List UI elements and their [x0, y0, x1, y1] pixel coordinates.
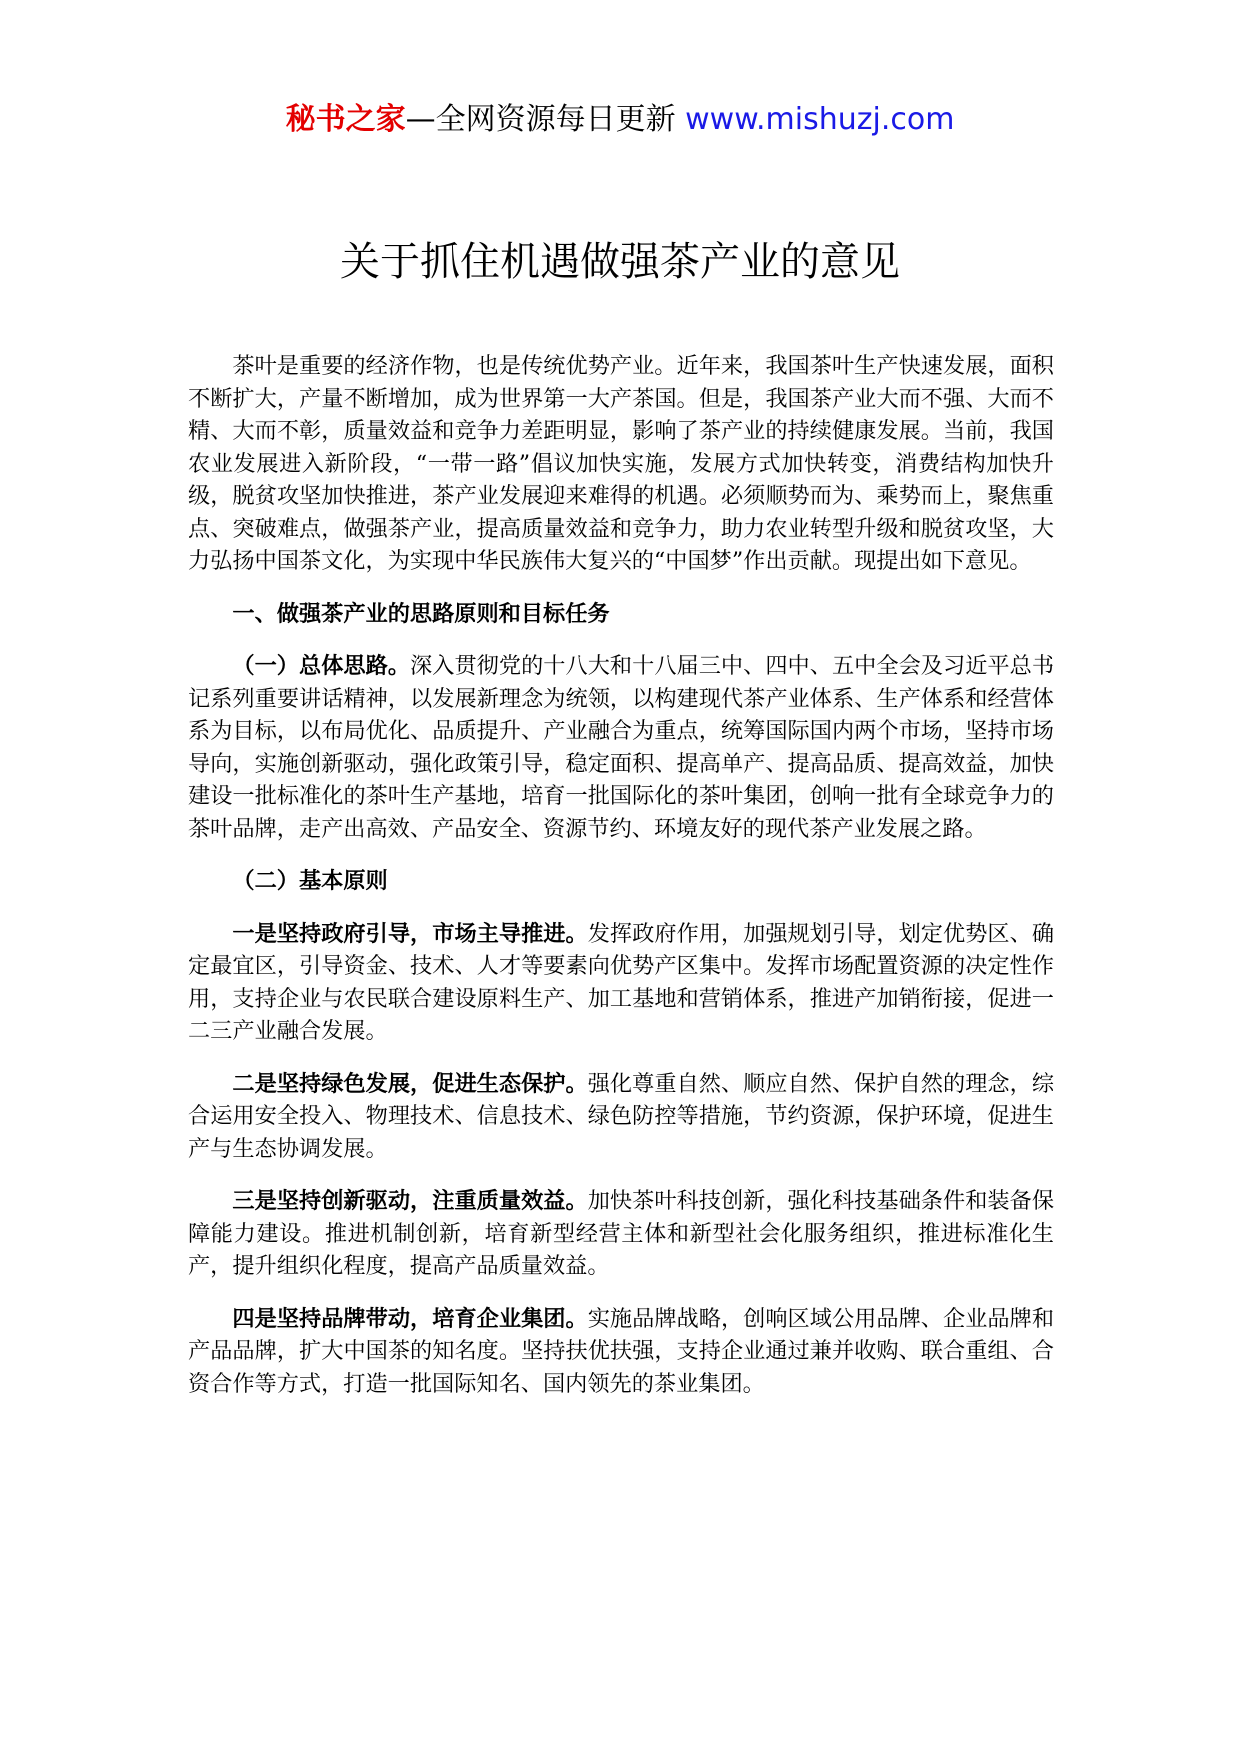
- document-title: 关于抓住机遇做强茶产业的意见: [340, 239, 900, 285]
- principle-text: 强化尊重自然、顺应自然、保护自然的理念，综合运用安全投入、物理技术、信息技术、绿色防控等措施，节约资源，保护环境，促进生产与生态协调发展。: [188, 1070, 1055, 1162]
- principle-paragraph: [188, 1185, 1054, 1283]
- overall-approach-text: 深入贯彻党的十八大和十八届三中、四中、五中全会及习近平总书记系列重要讲话精神，以发展新理念为统领，以构建现代茶产业体系、生产体系和经营体系为目标，以布局优化、品质提升、产业融合为重点，统筹国际国内两个市场，坚持市场导向，实施创新驱动，强化政策引导，稳定面积、提高单产、提高品质、提高效益，加快建设一批标准化的茶叶生产基地，培育一批国际化的茶叶集团，创响一批有全球竞争力的茶叶品牌，走产出高效、产品安全、资源节约、环境友好的现代茶产业发展之路。: [188, 653, 1055, 842]
- principle-paragraph: [188, 1303, 1054, 1401]
- basic-principles-heading: （二）基本原则: [232, 868, 388, 894]
- principle-text: 发挥政府作用，加强规划引导，划定优势区、确定最宜区，引导资金、技术、人才等要素向优势产区集中。发挥市场配置资源的决定性作用，支持企业与农民联合建设原料生产、加工基地和营销体系，推进产加销衔接，促进一二三产业融合发展。: [188, 920, 1055, 1044]
- overall-approach-label: （一）总体思路。: [232, 653, 411, 679]
- site-slogan: —全网资源每日更新: [405, 102, 686, 137]
- site-url-link[interactable]: www.mishuzj.com: [685, 102, 955, 137]
- principle-lead: 二是坚持绿色发展，促进生态保护。: [232, 1070, 588, 1097]
- intro-paragraph: 茶叶是重要的经济作物，也是传统优势产业。近年来，我国茶叶生产快速发展，面积不断扩大，产量不断增加，成为世界第一大产茶国。但是，我国茶产业大而不强、大而不精、大而不彰，质量效益和竞争力差距明显，影响了茶产业的持续健康发展。当前，我国农业发展进入新阶段，“一带一路”倡议加快实施，发展方式加快转变，消费结构加快升级，脱贫攻坚加快推进，茶产业发展迎来难得的机遇。必须顺势而为、乘势而上，聚焦重点、突破难点，做强茶产业，提高质量效益和竞争力，助力农业转型升级和脱贫攻坚，大力弘扬中国茶文化，为实现中华民族伟大复兴的“中国梦”作出贡献。现提出如下意见。: [188, 353, 1054, 574]
- principle-lead: 三是坚持创新驱动，注重质量效益。: [232, 1188, 588, 1214]
- site-header: [0, 100, 1240, 140]
- document-body: [188, 350, 1054, 1400]
- principle-paragraph: [188, 1068, 1054, 1166]
- principle-paragraph: [188, 918, 1054, 1048]
- site-brand: 秘书之家: [285, 102, 406, 137]
- principle-lead: 一是坚持政府引导，市场主导推进。: [232, 920, 588, 947]
- principle-lead: 四是坚持品牌带动，培育企业集团。: [232, 1305, 588, 1332]
- overall-approach-paragraph: [188, 650, 1054, 845]
- section-heading: 一、做强茶产业的思路原则和目标任务: [232, 600, 610, 627]
- principle-text: 加快茶叶科技创新，强化科技基础条件和装备保障能力建设。推进机制创新，培育新型经营主体和新型社会化服务组织，推进标准化生产，提升组织化程度，提高产品质量效益。: [188, 1188, 1055, 1279]
- principle-text: 实施品牌战略，创响区域公用品牌、企业品牌和产品品牌，扩大中国茶的知名度。坚持扶优扶强，支持企业通过兼并收购、联合重组、合资合作等方式，打造一批国际知名、国内领先的茶业集团。: [188, 1305, 1055, 1397]
